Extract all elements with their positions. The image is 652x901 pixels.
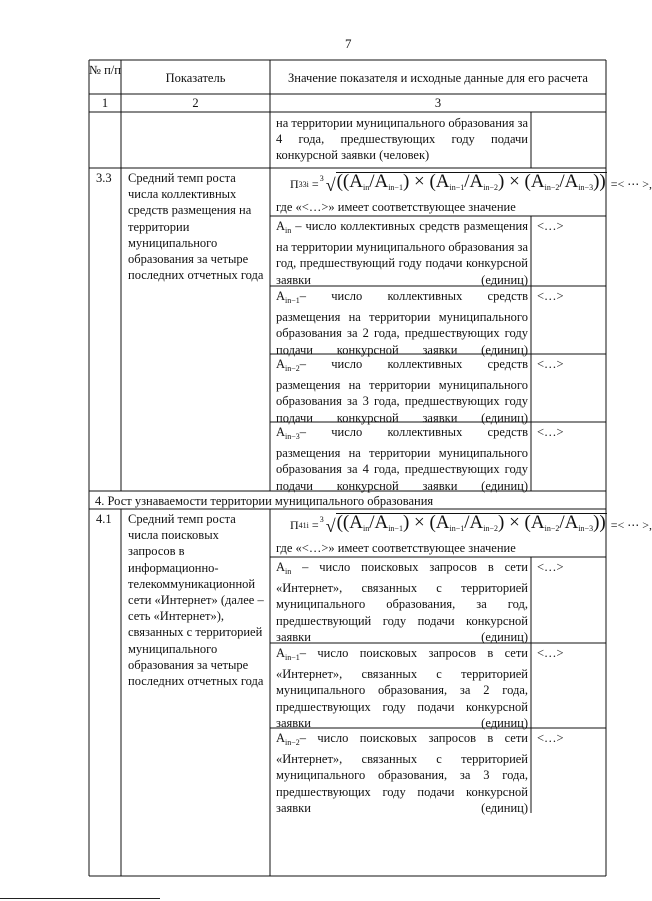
row-3-3-formula-body: $((A_{in}/A_{in-1}) \times (A_{in-1}/A_{in-2}) \times (A_{in-2}/A_{in-3}))$ bbox=[336, 172, 607, 197]
radical-icon: √ bbox=[325, 174, 336, 195]
row-3-3-item-4-value: <…> bbox=[537, 425, 564, 439]
row-3-3-indicator: Средний темп роста числа коллективных средств размещения на территории муниципального образования за четыре последних отчетных года bbox=[128, 171, 264, 283]
row-3-3-item-1: $A_{in}$ – число коллективных средств размещения на территории муниципального образования за год, предшествующий году подачи конкурсной заявки (единиц) bbox=[276, 219, 528, 287]
row-3-3-item-3-value: <…> bbox=[537, 357, 564, 371]
continued-row-text: на территории муниципального образования за 4 года, предшествующих году подачи конкурсной заявки (человек) bbox=[276, 116, 528, 163]
page-number: 7 bbox=[345, 36, 352, 51]
row-4-1-formula-body: $((A_{in}/A_{in-1}) \times (A_{in-1}/A_{in-2}) \times (A_{in-2}/A_{in-3}))$ bbox=[336, 513, 607, 538]
row-3-3-item-2-value: <…> bbox=[537, 289, 564, 303]
header-col-number: № п/п bbox=[89, 63, 121, 77]
row-3-3-formula: П 33i = 3 √ $((A_{in}/A_{in-1}) \times (A_{in-1}/A_{in-2}) \times (A_{in-2}/A_{in-3}))$ =< ⋯ >, bbox=[290, 172, 652, 197]
row-3-3-item-1-value: <…> bbox=[537, 219, 564, 233]
radical-icon: √ bbox=[325, 515, 336, 536]
row-4-1-item-3-value: <…> bbox=[537, 731, 564, 745]
row-3-3-item-4: $A_{in-3}-$ число коллективных средств размещения на территории муниципального образования за 4 года, предшествующих году подачи конкурсной заявки (единиц) bbox=[276, 425, 528, 493]
row-4-1-number: 4.1 bbox=[96, 512, 112, 526]
row-4-1-item-1-value: <…> bbox=[537, 560, 564, 574]
row-4-1-where: где «<…>» имеет соответствующее значение bbox=[276, 541, 516, 555]
header-num-3: 3 bbox=[434, 96, 442, 110]
section-4-title: 4. Рост узнаваемости территории муниципального образования bbox=[95, 494, 434, 508]
row-3-3-where: где «<…>» имеет соответствующее значение bbox=[276, 200, 516, 214]
header-num-1: 1 bbox=[101, 96, 109, 110]
row-3-3-item-3: $A_{in-2}-$ число коллективных средств размещения на территории муниципального образования за 3 года, предшествующих году подачи конкурсной заявки (единиц) bbox=[276, 357, 528, 425]
row-3-3-number: 3.3 bbox=[96, 171, 112, 185]
header-num-2: 2 bbox=[192, 96, 199, 110]
row-3-3-item-2: $A_{in-1}-$ число коллективных средств размещения на территории муниципального образования за 2 года, предшествующих году подачи конкурсной заявки (единиц) bbox=[276, 289, 528, 357]
row-4-1-item-1: $A_{in}$ – число поисковых запросов в сети «Интернет», связанных с территорией муниципального образования, за год, предшествующий году подачи конкурсной заявки (единиц) bbox=[276, 560, 528, 644]
row-4-1-indicator: Средний темп роста числа поисковых запросов в информационно-телекоммуникационной сети «Интернет» (далее – сеть «Интернет»), связанных с территорией муниципального образования за четыре последних отчетных года bbox=[128, 512, 264, 689]
row-4-1-item-3: $A_{in-2}-$ число поисковых запросов в сети «Интернет», связанных с территорией муниципального образования, за 3 года, предшествующих году подачи конкурсной заявки (единиц) bbox=[276, 731, 528, 815]
row-4-1-item-2-value: <…> bbox=[537, 646, 564, 660]
row-4-1-formula: П 41i = 3 √ $((A_{in}/A_{in-1}) \times (A_{in-1}/A_{in-2}) \times (A_{in-2}/A_{in-3}))$ =< ⋯ >, bbox=[290, 513, 652, 538]
scan-line bbox=[0, 898, 160, 899]
header-col-value: Значение показателя и исходные данные для его расчета bbox=[288, 71, 588, 85]
row-4-1-item-2: $A_{in-1}-$ число поисковых запросов в сети «Интернет», связанных с территорией муниципального образования, за 2 года, предшествующих году подачи конкурсной заявки (единиц) bbox=[276, 646, 528, 730]
header-col-indicator: Показатель bbox=[165, 71, 226, 85]
